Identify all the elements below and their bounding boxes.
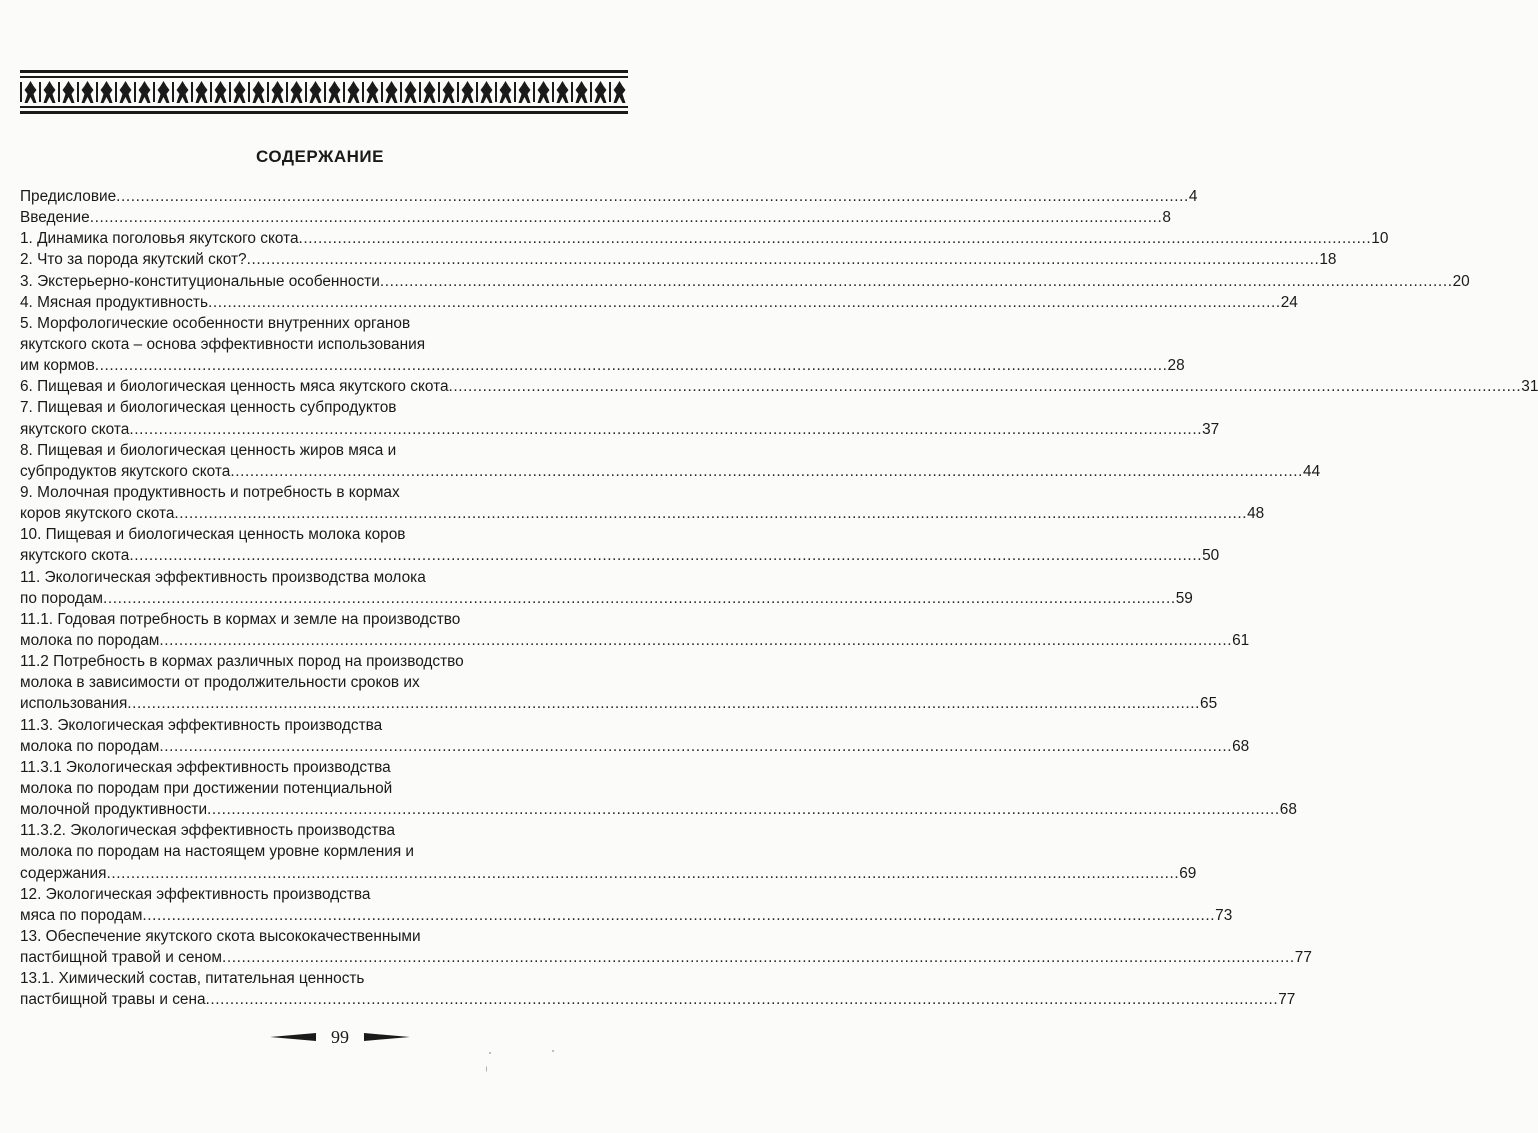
toc-dot-leader: ............................................................................................................................................................................................................................ (129, 547, 1203, 565)
toc-entry-text: молока по породам на настоящем уровне кормления и (20, 843, 415, 861)
toc-entry[interactable] (20, 609, 1250, 651)
toc-entry-text: 11.1. Годовая потребность в кормах и земле на производство (20, 610, 461, 628)
ornament-divider (191, 82, 193, 102)
ornament-divider (39, 82, 41, 102)
ornament-motif (519, 81, 531, 103)
toc-entry-text: коров якутского скота (20, 505, 175, 523)
toc-entry-text: использования (20, 695, 128, 713)
toc-line (20, 947, 1312, 968)
toc-dot-leader: ............................................................................................................................................................................................................................ (116, 188, 1189, 205)
toc-page-number: 20 (1452, 272, 1470, 290)
toc-entry-text: 13. Обеспечение якутского скота высококачественными (20, 927, 421, 945)
toc-entry-text: Предисловие (20, 188, 117, 205)
ornament-motif (443, 81, 455, 103)
toc-page-number: 73 (1215, 906, 1233, 924)
toc-dot-leader: ............................................................................................................................................................................................................................ (207, 801, 1280, 819)
scan-speck (486, 1066, 487, 1072)
ornament-motif (348, 81, 360, 103)
page-number: 99 (331, 1026, 349, 1047)
ornament-divider (77, 82, 79, 102)
ornament-divider (343, 82, 345, 102)
toc-entry[interactable] (20, 482, 1265, 524)
toc-page-number: 4 (1188, 188, 1198, 205)
ornament-motif (25, 81, 37, 103)
ornament-divider (495, 82, 497, 102)
toc-page-number: 18 (1319, 251, 1337, 269)
toc-line (20, 630, 1250, 651)
toc-entry-text: 6. Пищевая и биологическая ценность мяса якутского скота (20, 378, 449, 396)
toc-dot-leader: ............................................................................................................................................................................................................................ (222, 949, 1295, 967)
toc-entry-text: пастбищной травой и сеном (20, 949, 223, 967)
toc-page-number: 77 (1294, 949, 1312, 967)
scan-speck (489, 1052, 491, 1054)
ornament-divider (286, 82, 288, 102)
ornament-divider (533, 82, 535, 102)
toc-entry-text: молока по породам (20, 737, 160, 755)
toc-line (20, 588, 1193, 609)
ornament-divider (153, 82, 155, 102)
toc-entry-text: 3. Экстерьерно-конституциональные особенности (20, 272, 380, 290)
folk-ornament-border (20, 70, 628, 114)
toc-dot-leader: ............................................................................................................................................................................................................................ (230, 462, 1304, 480)
ornament-motif (310, 81, 322, 103)
toc-entry-text: мяса по породам (20, 906, 143, 924)
toc-entry-text: молока по породам (20, 631, 160, 649)
page-title: СОДЕРЖАНИЕ (256, 147, 384, 166)
toc-line (20, 715, 627, 736)
ornament-motif (367, 81, 379, 103)
ornament-divider (514, 82, 516, 102)
toc-entry-text: молочной продуктивности (20, 801, 208, 819)
toc-entry-text: 11. Экологическая эффективность производства молока (20, 568, 426, 586)
toc-entry-text: пастбищной травы и сена (20, 991, 206, 1009)
toc-line (20, 926, 627, 947)
toc-dot-leader: ............................................................................................................................................................................................................................ (89, 209, 1163, 227)
toc-entry-text: содержания (20, 864, 107, 882)
ornament-divider (590, 82, 592, 102)
ornament-motif (329, 81, 341, 103)
ornament-divider (457, 82, 459, 102)
toc-line (20, 440, 627, 461)
toc-dot-leader: ............................................................................................................................................................................................................................ (298, 230, 1372, 248)
toc-entry-text: молока в зависимости от продолжительности сроков их (20, 674, 420, 692)
toc-page-number: 48 (1247, 505, 1265, 523)
toc-entry-text: 9. Молочная продуктивность и потребность в кормах (20, 483, 400, 501)
toc-dot-leader: ............................................................................................................................................................................................................................ (127, 695, 1201, 713)
scan-speck (552, 1050, 554, 1052)
toc-entry-text: 13.1. Химический состав, питательная ценность (20, 970, 365, 988)
ornament-divider (552, 82, 554, 102)
toc-entry-text: 11.3. Экологическая эффективность производства (20, 716, 383, 734)
ornament-motif (576, 81, 588, 103)
ornament-motif (614, 81, 626, 103)
toc-page-number: 61 (1232, 631, 1250, 649)
toc-entry-text: 8. Пищевая и биологическая ценность жиров мяса и (20, 441, 397, 459)
toc-line (20, 249, 1337, 270)
toc-page-number: 10 (1371, 230, 1389, 248)
toc-entry[interactable] (20, 757, 1297, 820)
toc-dot-leader: ............................................................................................................................................................................................................................ (379, 272, 1453, 290)
ornament-divider (362, 82, 364, 102)
toc-dot-leader: ............................................................................................................................................................................................................................ (159, 631, 1233, 649)
toc-entry[interactable] (20, 249, 1337, 270)
toc-line (20, 461, 1321, 482)
ornament-divider (305, 82, 307, 102)
toc-entry[interactable] (20, 397, 1220, 439)
ornament-divider (438, 82, 440, 102)
toc-line (20, 271, 1470, 292)
toc-entry[interactable] (20, 651, 1218, 714)
toc-line (20, 757, 627, 778)
toc-line (20, 609, 627, 630)
ornament-divider (58, 82, 60, 102)
toc-entry[interactable] (20, 292, 1298, 313)
ornament-divider (609, 82, 611, 102)
ornament-divider (134, 82, 136, 102)
toc-page-number: 68 (1232, 737, 1250, 755)
ornament-divider (324, 82, 326, 102)
toc-entry-text: по породам (20, 589, 103, 607)
toc-entry[interactable] (20, 926, 1312, 968)
toc-entry-text: субпродуктов якутского скота (20, 462, 231, 480)
ornament-divider (476, 82, 478, 102)
toc-dot-leader: ............................................................................................................................................................................................................................ (205, 991, 1279, 1009)
ornament-divider (248, 82, 250, 102)
toc-dot-leader: ............................................................................................................................................................................................................................ (246, 251, 1320, 269)
toc-line (20, 799, 1297, 820)
ornament-motif (272, 81, 284, 103)
ornament-divider (20, 82, 22, 102)
ornament-motif (595, 81, 607, 103)
toc-dot-leader: ............................................................................................................................................................................................................................ (129, 420, 1203, 438)
ornament-divider (229, 82, 231, 102)
toc-entry-text: 5. Морфологические особенности внутренних органов (20, 314, 411, 332)
ornament-motif (253, 81, 265, 103)
toc-entry[interactable] (20, 820, 1197, 883)
toc-line (20, 419, 1220, 440)
toc-entry[interactable] (20, 228, 1389, 249)
toc-entry[interactable] (20, 715, 1250, 757)
ornament-motif (386, 81, 398, 103)
toc-page-number: 69 (1179, 864, 1197, 882)
arrow-right-icon (364, 1031, 410, 1043)
toc-page-number: 68 (1279, 801, 1297, 819)
toc-line (20, 884, 627, 905)
ornament-divider (571, 82, 573, 102)
toc-line (20, 545, 1220, 566)
ornament-divider (267, 82, 269, 102)
ornament-motif (44, 81, 56, 103)
toc-line (20, 778, 627, 799)
toc-entry-text: 11.2 Потребность в кормах различных пород на производство (20, 653, 464, 671)
toc-entry-text: якутского скота (20, 547, 130, 565)
toc-dot-leader: ............................................................................................................................................................................................................................ (102, 589, 1176, 607)
ornament-motif (101, 81, 113, 103)
toc-line (20, 355, 1185, 376)
ornament-motif (234, 81, 246, 103)
ornament-motif (424, 81, 436, 103)
toc-line (20, 376, 1538, 397)
ornament-motif (557, 81, 569, 103)
toc-page-number: 44 (1303, 462, 1321, 480)
toc-line (20, 186, 1198, 207)
toc-line (20, 693, 1218, 714)
ornament-motif (177, 81, 189, 103)
ornament-motif (405, 81, 417, 103)
toc-line (20, 334, 627, 355)
ornament-motif (215, 81, 227, 103)
toc-entry-text: 4. Мясная продуктивность (20, 293, 208, 311)
toc-line (20, 863, 1197, 884)
ornament-divider (172, 82, 174, 102)
toc-page-number: 59 (1175, 589, 1193, 607)
ornament-motif (481, 81, 493, 103)
toc-entry[interactable] (20, 440, 1321, 482)
ornament-motif (139, 81, 151, 103)
ornament-motif (291, 81, 303, 103)
toc-entry-text: 1. Динамика поголовья якутского скота (20, 230, 299, 248)
toc-entry[interactable] (20, 207, 1171, 228)
toc-entry-text: якутского скота (20, 420, 130, 438)
ornament-motif (500, 81, 512, 103)
toc-page-number: 31 (1521, 378, 1538, 396)
toc-entry-text: им кормов (20, 357, 95, 375)
toc-page-number: 50 (1202, 547, 1220, 565)
toc-dot-leader: ............................................................................................................................................................................................................................ (142, 906, 1216, 924)
toc-line (20, 567, 627, 588)
ornament-divider (115, 82, 117, 102)
toc-entry-text: 2. Что за порода якутский скот? (20, 251, 247, 269)
page-footer (270, 1025, 410, 1049)
toc-entry[interactable] (20, 567, 1193, 609)
toc-line (20, 905, 1233, 926)
toc-entry-text: якутского скота – основа эффективности использования (20, 335, 426, 353)
toc-dot-leader: ............................................................................................................................................................................................................................ (106, 864, 1180, 882)
ornament-divider (400, 82, 402, 102)
ornament-motif (538, 81, 550, 103)
toc-line (20, 482, 627, 503)
arrow-left-icon (270, 1031, 316, 1043)
toc-line (20, 989, 1296, 1010)
toc-entry-text: 7. Пищевая и биологическая ценность субпродуктов (20, 399, 397, 417)
toc-entry-text: Введение (20, 209, 90, 227)
toc-line (20, 397, 627, 418)
toc-dot-leader: ............................................................................................................................................................................................................................ (207, 293, 1281, 311)
toc-line (20, 672, 627, 693)
toc-entry[interactable] (20, 376, 1538, 397)
toc-entry[interactable] (20, 313, 1185, 376)
toc-entry-text: молока по породам при достижении потенциальной (20, 779, 393, 797)
toc-line (20, 968, 627, 989)
toc-entry-text: 11.3.1 Экологическая эффективность производства (20, 758, 391, 776)
ornament-motif (196, 81, 208, 103)
toc-entry[interactable] (20, 271, 1470, 292)
toc-page-number: 77 (1278, 991, 1296, 1009)
toc-entry[interactable] (20, 884, 1233, 926)
ornament-divider (210, 82, 212, 102)
toc-entry-text: 11.3.2. Экологическая эффективность производства (20, 822, 396, 840)
ornament-motif (158, 81, 170, 103)
toc-page-number: 65 (1200, 695, 1218, 713)
toc-line (20, 292, 1298, 313)
toc-page-number: 24 (1280, 293, 1298, 311)
toc-line (20, 503, 1265, 524)
toc-line (20, 820, 627, 841)
toc-dot-leader: ............................................................................................................................................................................................................................ (159, 737, 1233, 755)
ornament-motif (462, 81, 474, 103)
toc-entry[interactable] (20, 524, 1220, 566)
toc-line (20, 841, 627, 862)
toc-line (20, 736, 1250, 757)
toc-line (20, 207, 1171, 228)
ornament-divider (419, 82, 421, 102)
toc-page-number: 37 (1202, 420, 1220, 438)
toc-entry-text: 12. Экологическая эффективность производства (20, 885, 371, 903)
toc-entry[interactable] (20, 186, 1198, 207)
ornament-motif (120, 81, 132, 103)
toc-dot-leader: ............................................................................................................................................................................................................................ (448, 378, 1522, 396)
toc-line (20, 228, 1389, 249)
toc-page-number: 28 (1167, 357, 1185, 375)
toc-line (20, 313, 627, 334)
ornament-motif (63, 81, 75, 103)
toc-entry-text: 10. Пищевая и биологическая ценность молока коров (20, 526, 406, 544)
toc-page-number: 8 (1162, 209, 1171, 227)
toc-line (20, 651, 627, 672)
ornament-motif (82, 81, 94, 103)
toc-line (20, 524, 627, 545)
toc-dot-leader: ............................................................................................................................................................................................................................ (94, 357, 1168, 375)
ornament-divider (96, 82, 98, 102)
table-of-contents (20, 186, 1538, 1010)
ornament-divider (381, 82, 383, 102)
toc-entry[interactable] (20, 968, 1296, 1010)
toc-dot-leader: ............................................................................................................................................................................................................................ (174, 505, 1248, 523)
